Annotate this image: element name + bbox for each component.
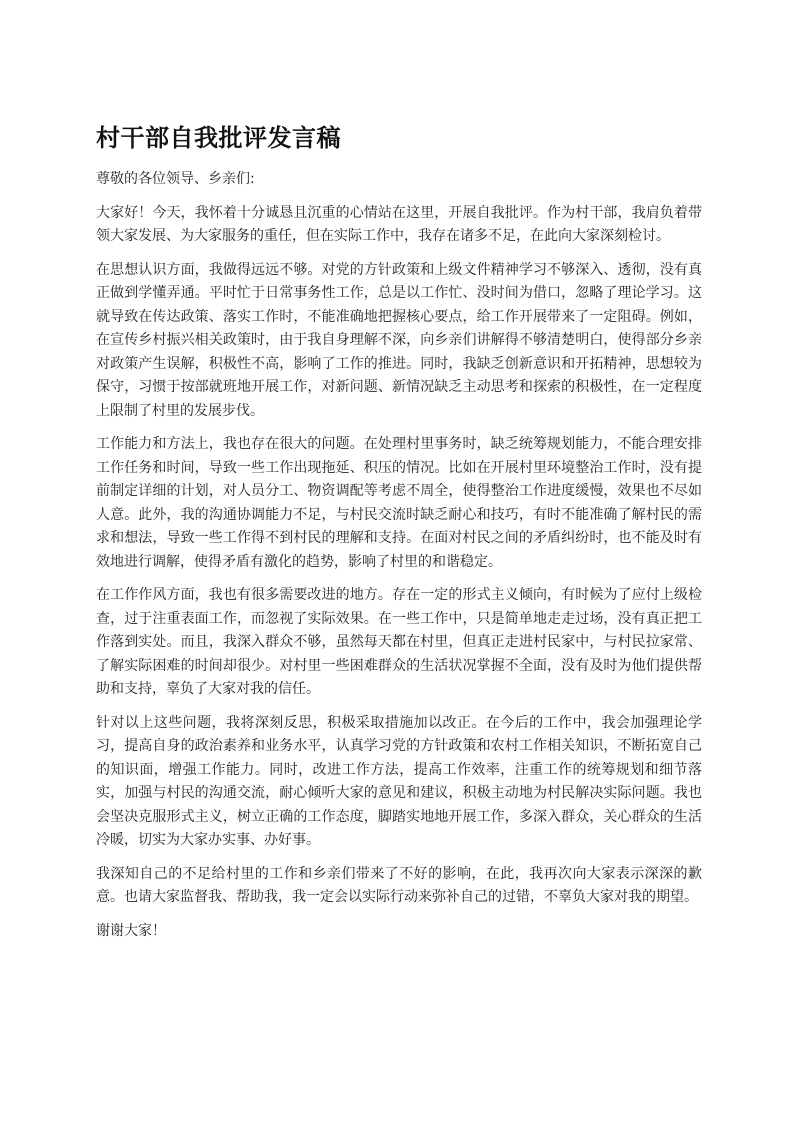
paragraph-opening: 大家好！今天，我怀着十分诚恳且沉重的心情站在这里，开展自我批评。作为村干部，我肩负着带领大家发展、为大家服务的重任，但在实际工作中，我存在诸多不足，在此向大家深刻检讨。 — [96, 204, 702, 244]
paragraph-apology: 我深知自己的不足给村里的工作和乡亲们带来了不好的影响，在此，我再次向大家表示深深的歉意。也请大家监督我、帮助我，我一定会以实际行动来弥补自己的过错，不辜负大家对我的期望。 — [96, 865, 702, 905]
document-page — [96, 118, 702, 943]
paragraph-workstyle: 在工作作风方面，我也有很多需要改进的地方。存在一定的形式主义倾向，有时候为了应付上级检查，过于注重表面工作，而忽视了实际效果。在一些工作中，只是简单地走走过场，没有真正把工作落到实处。而且，我深入群众不够，虽然每天都在村里，但真正走进村民家中，与村民拉家常、了解实际困难的时间却很少。对村里一些困难群众的生活状况掌握不全面，没有及时为他们提供帮助和支持，辜负了大家对我的信任。 — [96, 587, 702, 697]
document-title: 村干部自我批评发言稿 — [96, 124, 341, 152]
greeting: 尊敬的各位领导、乡亲们: — [96, 171, 255, 187]
paragraph-ability: 工作能力和方法上，我也存在很大的问题。在处理村里事务时，缺乏统筹规划能力，不能合理安排工作任务和时间，导致一些工作出现拖延、积压的情况。比如在开展村里环境整治工作时，没有提前制定详细的计划，对人员分工、物资调配等考虑不周全，使得整治工作进度缓慢，效果也不尽如人意。此外，我的沟通协调能力不足，与村民交流时缺乏耐心和技巧，有时不能准确了解村民的需求和想法，导致一些工作得不到村民的理解和支持。在面对村民之间的矛盾纠纷时，也不能及时有效地进行调解，使得矛盾有激化的趋势，影响了村里的和谐稳定。 — [96, 436, 702, 570]
closing-thanks: 谢谢大家！ — [96, 922, 166, 939]
paragraph-thinking: 在思想认识方面，我做得远远不够。对党的方针政策和上级文件精神学习不够深入、透彻，没有真正做到学懂弄通。平时忙于日常事务性工作，总是以工作忙、没时间为借口，忽略了理论学习。这就导致在传达政策、落实工作时，不能准确地把握核心要点，给工作开展带来了一定阻碍。例如，在宣传乡村振兴相关政策时，由于我自身理解不深，向乡亲们讲解得不够清楚明白，使得部分乡亲对政策产生误解，积极性不高，影响了工作的推进。同时，我缺乏创新意识和开拓精神，思想较为保守，习惯于按部就班地开展工作，对新问题、新情况缺乏主动思考和探索的积极性，在一定程度上限制了村里的发展步伐。 — [96, 261, 702, 419]
paragraph-improvement: 针对以上这些问题，我将深刻反思，积极采取措施加以改正。在今后的工作中，我会加强理论学习，提高自身的政治素养和业务水平，认真学习党的方针政策和农村工作相关知识，不断拓宽自己的知识面，增强工作能力。同时，改进工作方法，提高工作效率，注重工作的统筹规划和细节落实，加强与村民的沟通交流，耐心倾听大家的意见和建议，积极主动地为村民解决实际问题。我也会坚决克服形式主义，树立正确的工作态度，脚踏实地地开展工作，多深入群众，关心群众的生活冷暖，切实为大家办实事、办好事。 — [96, 714, 702, 848]
